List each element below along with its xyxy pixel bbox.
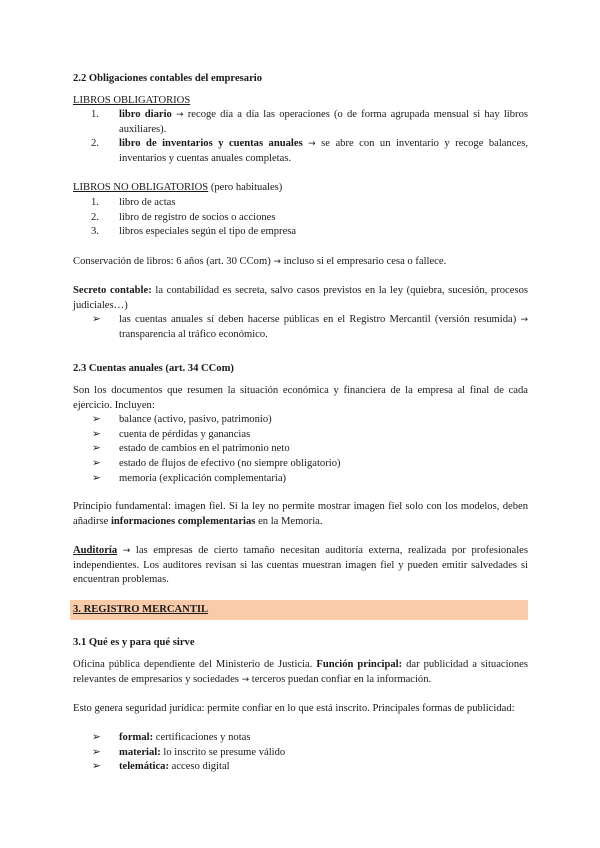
seguridad-paragraph: Esto genera seguridad jurídica: permite confiar en lo que está inscrito. Principales formas de publicidad: <box>73 703 515 714</box>
list-item: ➢ memoria (explicación complementaria) <box>73 472 528 487</box>
list-item: ➢ balance (activo, pasivo, patrimonio) <box>73 413 528 428</box>
section-heading-3-1: 3.1 Qué es y para qué sirve <box>73 637 195 648</box>
libros-obligatorios-list <box>73 108 528 167</box>
section-heading-2-3: 2.3 Cuentas anuales (art. 34 CCom) <box>73 363 234 374</box>
arrow-bullet-icon: ➢ <box>92 314 101 325</box>
list-item: ➢ telemática: acceso digital <box>73 760 528 775</box>
section-heading-2-2: 2.2 Obligaciones contables del empresario <box>73 73 263 84</box>
list-item: 2. libro de inventarios y cuentas anuales → se abre con un inventario y recoge balances, inventarios y cuentas anuales completas. <box>91 138 528 165</box>
arrow-bullet-icon: ➢ <box>92 428 101 440</box>
cuentas-anuales-list <box>73 413 528 487</box>
list-item: ➢ estado de flujos de efectivo (no siempre obligatorio) <box>73 457 528 472</box>
libros-no-obligatorios-list <box>73 196 528 240</box>
arrow-icon: → <box>273 257 281 267</box>
conservacion-paragraph: Conservación de libros: 6 años (art. 30 CCom) → incluso si el empresario cesa o fallece. <box>73 256 447 267</box>
arrow-bullet-icon: ➢ <box>92 472 101 484</box>
principio-paragraph: Principio fundamental: imagen fiel. Si la ley no permite mostrar imagen fiel solo con los modelos, deben añadirse informaciones complementarias en la Memoria. <box>73 501 528 527</box>
list-item: ➢ estado de cambios en el patrimonio neto <box>73 442 528 457</box>
list-item: ➢ las cuentas anuales sí deben hacerse públicas en el Registro Mercantil (versión resumida) → transparencia al tráfico económico. <box>92 314 528 340</box>
libros-obligatorios-title: LIBROS OBLIGATORIOS <box>73 95 191 106</box>
cuentas-anuales-intro: Son los documentos que resumen la situación económica y financiera de la empresa al final de cada ejercicio. Incluyen: <box>73 385 528 411</box>
section-band-3 <box>70 600 528 620</box>
arrow-icon: → <box>122 546 131 556</box>
arrow-bullet-icon: ➢ <box>92 761 101 773</box>
arrow-icon: → <box>520 315 528 325</box>
list-item: 1. libro diario → recoge día a día las operaciones (o de forma agrupada mensual si hay libros auxiliares). <box>91 109 528 135</box>
libros-no-obligatorios-title: LIBROS NO OBLIGATORIOS (pero habituales) <box>73 182 283 193</box>
arrow-icon: → <box>241 674 250 685</box>
oficina-paragraph: Oficina pública dependiente del Ministerio de Justicia. Función principal: dar publicidad a situaciones relevantes de empresarios y sociedades → terceros puedan confiar en la información. <box>73 659 528 685</box>
arrow-bullet-icon: ➢ <box>92 732 101 743</box>
publicidad-list <box>73 731 528 775</box>
list-item: 1. libro de actas <box>91 197 176 208</box>
arrow-bullet-icon: ➢ <box>92 458 101 470</box>
secreto-contable-paragraph: Secreto contable: la contabilidad es secreta, salvo casos previstos en la ley (quiebra, sucesión, procesos judiciales…) <box>73 285 529 311</box>
list-item: ➢ formal: certificaciones y notas <box>73 731 528 746</box>
arrow-icon: → <box>176 110 184 120</box>
list-item: ➢ cuenta de pérdidas y ganancias <box>73 428 528 443</box>
arrow-bullet-icon: ➢ <box>92 414 101 425</box>
section-heading-3: 3. REGISTRO MERCANTIL <box>73 604 209 615</box>
arrow-bullet-icon: ➢ <box>92 443 101 455</box>
list-item: 3. libros especiales según el tipo de empresa <box>91 226 297 238</box>
auditoria-paragraph: Auditoría → las empresas de cierto tamaño necesitan auditoría externa, realizada por profesionales independientes. Los auditores revisan si las cuentas muestran imagen fiel y pueden emitir salvedades si encuentran problemas. <box>73 545 528 586</box>
arrow-icon: → <box>308 139 316 150</box>
arrow-bullet-icon: ➢ <box>92 746 101 758</box>
list-item: ➢ material: lo inscrito se presume válido <box>73 746 528 761</box>
secreto-contable-bullets <box>73 313 528 342</box>
list-item: 2. libro de registro de socios o acciones <box>91 211 276 223</box>
